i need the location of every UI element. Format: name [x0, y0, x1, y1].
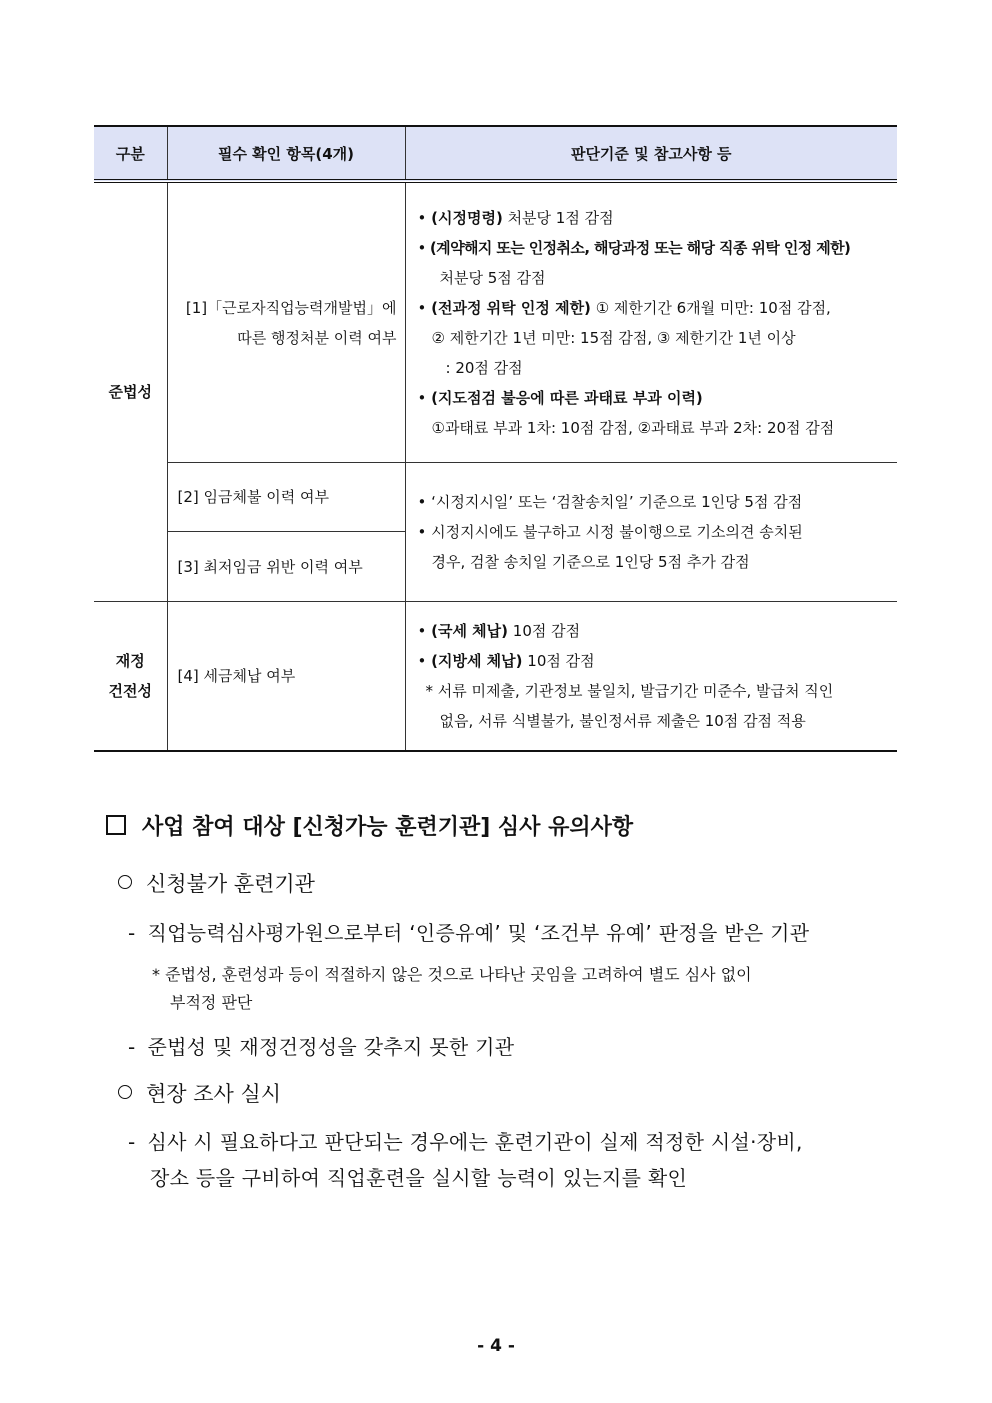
- criteria-line: ①과태료 부과 1차: 10점 감점, ②과태료 부과 2차: 20점 감점: [431, 418, 835, 437]
- criteria-line: 처분당 5점 감점: [439, 268, 546, 287]
- criteria-note: 없음, 서류 식별불가, 불인정서류 제출은 10점 감점 적용: [439, 712, 806, 730]
- note-line: * 준법성, 훈련성과 등이 적절하지 않은 것으로 나타난 곳임을 고려하여 별도 심사 없이: [152, 965, 752, 984]
- criteria-line: • (시정명령) 처분당 1점 감점: [417, 208, 614, 227]
- criteria-line: ② 제한기간 1년 미만: 15점 감점, ③ 제한기간 1년 이상: [431, 328, 796, 347]
- circle-bullet-icon: [118, 875, 132, 889]
- table-row: [94, 602, 897, 752]
- criteria-line: • (지방세 체납) 10점 감점: [417, 652, 595, 670]
- item-wage-arrears: [2] 임금체불 이력 여부: [167, 463, 405, 532]
- circle-bullet-icon: [118, 1085, 132, 1099]
- criteria-line: • (전과정 위탁 인정 제한) ① 제한기간 6개월 미만: 10점 감점,: [417, 298, 831, 317]
- criteria-line: • (계약해지 또는 인정취소, 해당과정 또는 해당 직종 위탁 인정 제한): [417, 238, 851, 257]
- section-title: 사업 참여 대상 [신청가능 훈련기관] 심사 유의사항: [106, 810, 633, 841]
- table-row: [94, 181, 897, 463]
- criteria-line: 경우, 검찰 송치일 기준으로 1인당 5점 추가 감점: [431, 553, 750, 571]
- list-item: - 준법성 및 재정건정성을 갖추지 못한 기관: [128, 1035, 515, 1059]
- header-category: 구분: [94, 126, 167, 181]
- table-header-row: [94, 126, 897, 181]
- criteria-wage-violations: [405, 463, 897, 602]
- dash-bullet-icon: -: [128, 1130, 136, 1154]
- subheading-site-inspection: 현장 조사 실시: [118, 1078, 281, 1108]
- item-administrative-disposition: [167, 181, 405, 463]
- page-number: - 4 -: [477, 1336, 515, 1356]
- criteria-administrative-disposition: [405, 181, 897, 463]
- subheading-ineligible: 신청불가 훈련기관: [118, 868, 315, 898]
- list-item-continuation: 장소 등을 구비하여 직업훈련을 실시할 능력이 있는지를 확인: [150, 1166, 688, 1190]
- header-criteria: 판단기준 및 참고사항 등: [405, 126, 897, 181]
- item-minimum-wage: [3] 최저임금 위반 이력 여부: [167, 532, 405, 602]
- criteria-line: • 시정지시에도 불구하고 시정 불이행으로 기소의견 송치된: [417, 523, 803, 541]
- category-finance: 재정 건전성: [94, 602, 167, 752]
- criteria-line: • (국세 체납) 10점 감점: [417, 622, 581, 640]
- item-tax-arrears: [4] 세금체납 여부: [167, 602, 405, 752]
- item1-line1: [1]「근로자직업능력개발법」에: [185, 298, 397, 317]
- table-row: [94, 463, 897, 532]
- category-compliance: 준법성: [108, 383, 152, 401]
- dash-bullet-icon: -: [128, 921, 136, 945]
- criteria-line: • ‘시정지시일’ 또는 ‘검찰송치일’ 기준으로 1인당 5점 감점: [417, 493, 803, 511]
- criteria-tax-arrears: [405, 602, 897, 752]
- list-item: - 직업능력심사평가원으로부터 ‘인증유예’ 및 ‘조건부 유예’ 판정을 받은 기관: [128, 921, 810, 945]
- note-line: 부적정 판단: [170, 993, 253, 1012]
- item1-line2: 따른 행정처분 이력 여부: [237, 328, 397, 347]
- dash-bullet-icon: -: [128, 1035, 136, 1059]
- criteria-table: [94, 125, 897, 752]
- criteria-note: * 서류 미제출, 기관정보 불일치, 발급기간 미준수, 발급처 직인: [425, 682, 834, 700]
- criteria-line: • (지도점검 불응에 따른 과태료 부과 이력): [417, 388, 703, 407]
- criteria-line: : 20점 감점: [445, 358, 523, 377]
- checkbox-square-icon: [106, 815, 126, 835]
- header-check-items: 필수 확인 항목(4개): [167, 126, 405, 181]
- list-item: - 심사 시 필요하다고 판단되는 경우에는 훈련기관이 실제 적정한 시설·장비,: [128, 1130, 803, 1154]
